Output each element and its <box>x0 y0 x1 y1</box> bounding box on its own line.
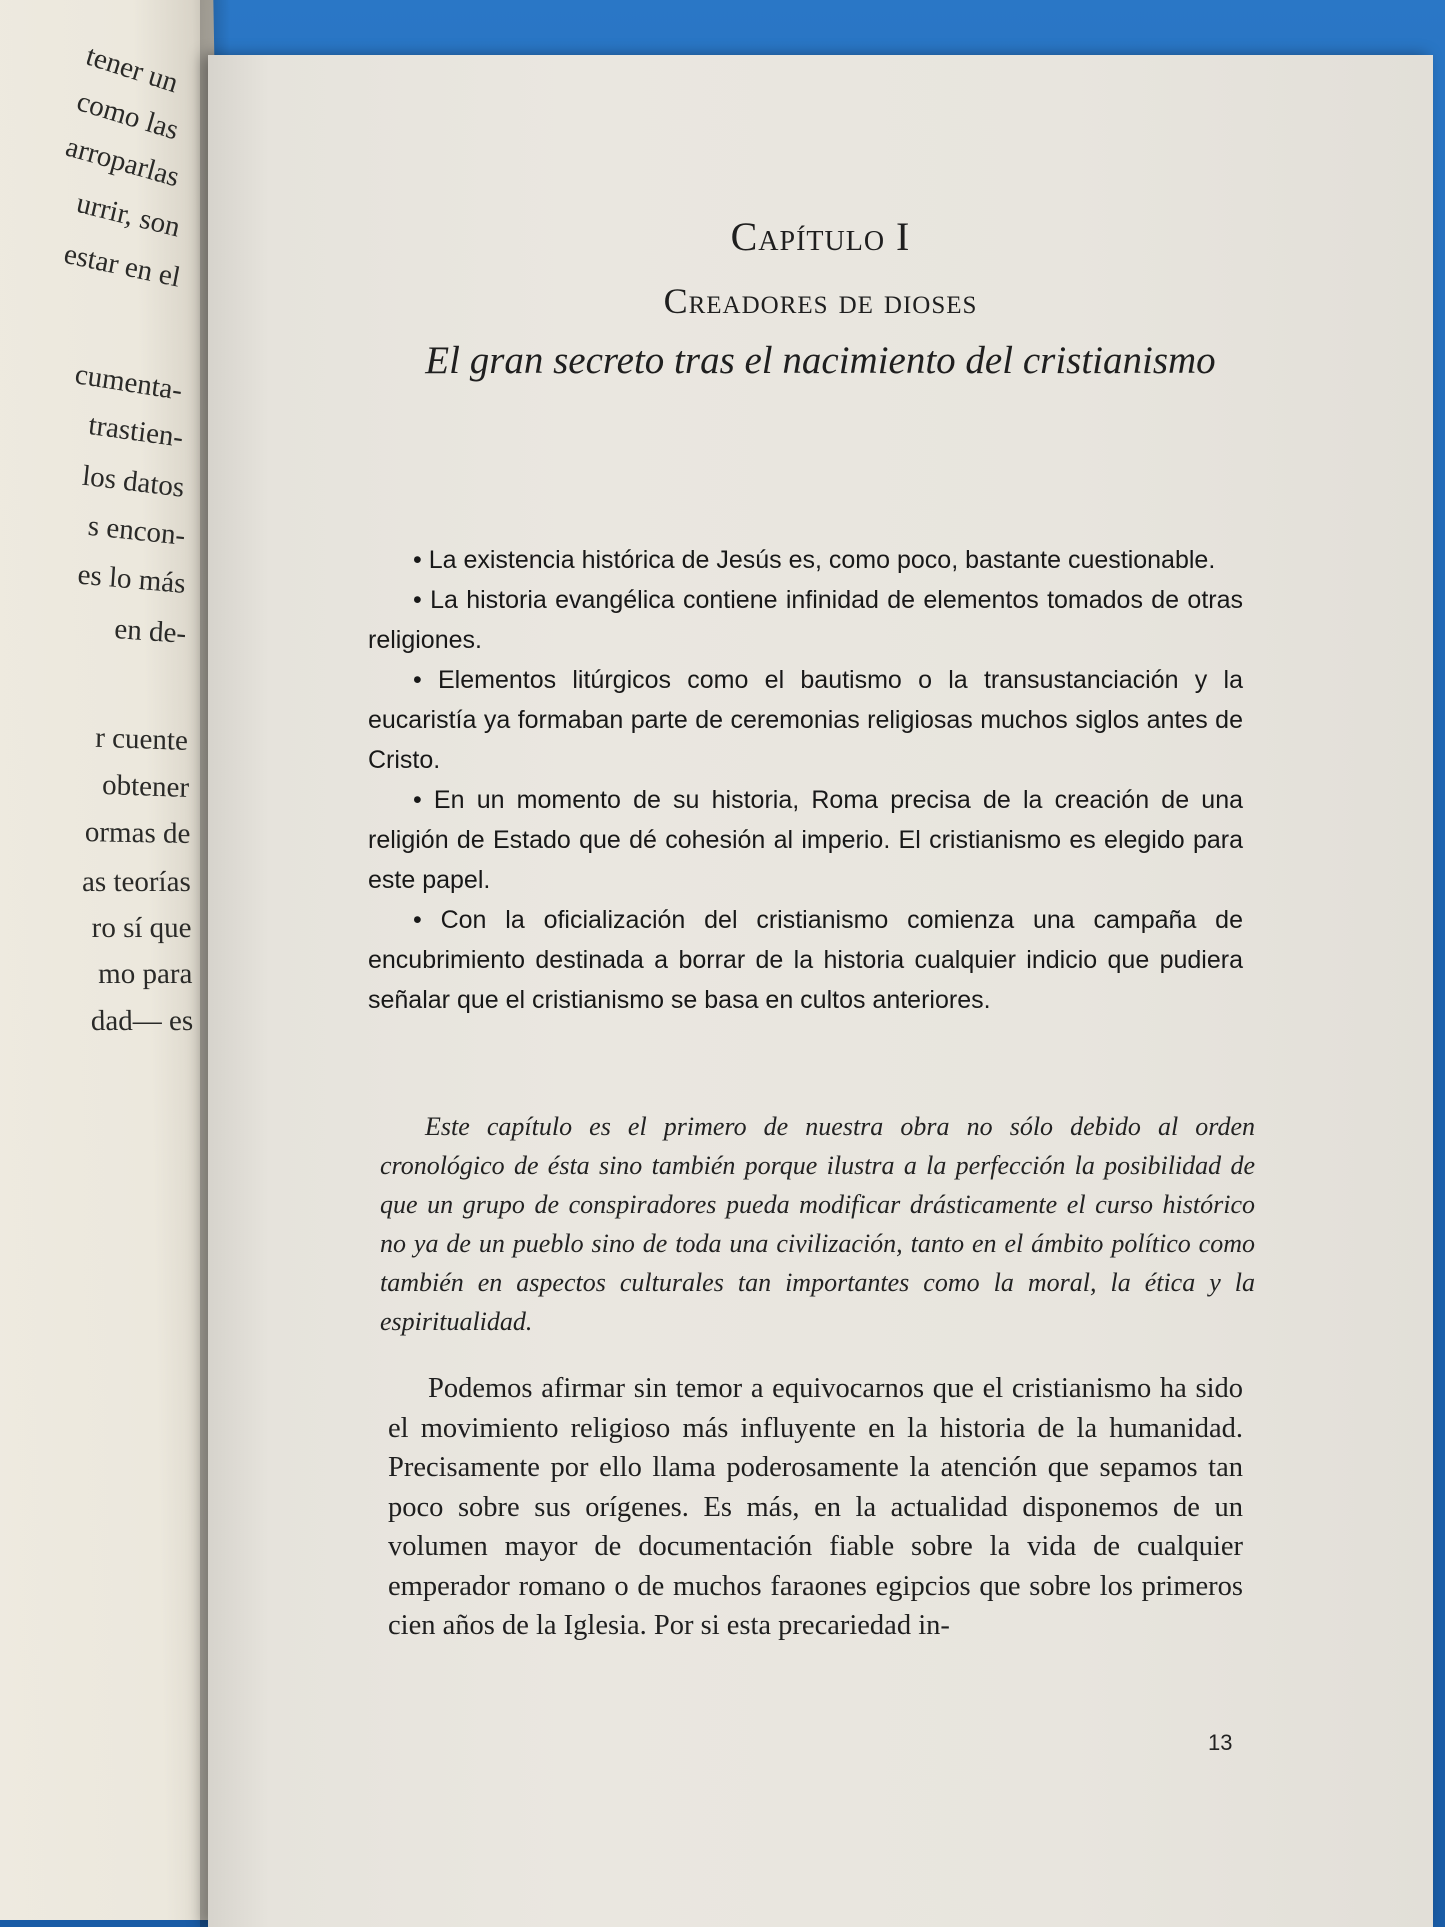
left-page-line: s encon- <box>86 509 187 552</box>
left-page-line: es lo más <box>76 558 187 600</box>
left-page-line: dad— es <box>90 1005 194 1037</box>
left-page-line: urrir, son <box>73 187 184 244</box>
page-number: 13 <box>1208 1730 1233 1755</box>
left-page-line: obtener <box>101 768 190 804</box>
chapter-number: Capítulo I <box>730 214 911 259</box>
left-page-line: arroparlas <box>62 130 183 194</box>
left-page-line: en de- <box>114 613 188 650</box>
chapter-title: Creadores de dioses <box>663 281 978 321</box>
bullet-item: • En un momento de su historia, Roma precisa de la creación de una religión de Estado que dé cohesión al imperio. El cristianismo es elegido para este papel. <box>368 786 1243 894</box>
bullet-item: • Con la oficialización del cristianismo comienza una campaña de encubrimiento destinada a borrar de la historia cualquier indicio que pudiera señalar que el cristianismo se basa en cultos anteriores. <box>368 906 1243 1014</box>
left-page-line: mo para <box>97 958 193 990</box>
bullet-item: • La historia evangélica contiene infinidad de elementos tomados de otras religiones. <box>368 586 1243 654</box>
left-page-line: cumenta- <box>73 358 185 407</box>
left-page-line: trastien- <box>86 408 185 454</box>
book-page <box>208 55 1433 1927</box>
left-page-line: as teorías <box>81 866 192 898</box>
left-page-line: tener un <box>82 39 182 100</box>
italic-intro-paragraph: Este capítulo es el primero de nuestra obra no sólo debido al orden cronológico de ésta sino también porque ilustra a la perfección la posibilidad de que un grupo de conspiradores pueda modificar drásticamente el curso histórico no ya de un pueblo sino de toda una civilización, tanto en el ámbito político como también en aspectos culturales tan importantes como la moral, la ética y la espiritualidad. <box>380 1112 1255 1336</box>
chapter-subtitle: El gran secreto tras el nacimiento del cristianismo <box>425 339 1216 382</box>
left-page-line: ormas de <box>84 816 190 850</box>
bullet-item: • La existencia histórica de Jesús es, como poco, bastante cuestionable. <box>413 546 1216 574</box>
left-page-line: como las <box>73 85 183 147</box>
left-page-line: r cuente <box>95 721 189 757</box>
left-page-line: los datos <box>80 459 186 504</box>
left-page-line: estar en el <box>61 237 184 294</box>
summary-bullet-list <box>368 540 1243 1020</box>
body-paragraph: Podemos afirmar sin temor a equivocarnos que el cristianismo ha sido el movimiento religioso más influyente en la historia de la humanidad. Precisamente por ello llama poderosamente la atención que sepamos tan poco sobre sus orígenes. Es más, en la actualidad disponemos de un volumen mayor de documentación fiable sobre la vida de cualquier emperador romano o de muchos faraones egipcios que sobre los primeros cien años de la Iglesia. Por si esta precariedad in- <box>388 1373 1243 1641</box>
bullet-item: • Elementos litúrgicos como el bautismo o la transustanciación y la eucaristía ya formaban parte de ceremonias religiosas muchos siglos antes de Cristo. <box>368 666 1243 774</box>
left-page-line: ro sí que <box>91 912 192 944</box>
